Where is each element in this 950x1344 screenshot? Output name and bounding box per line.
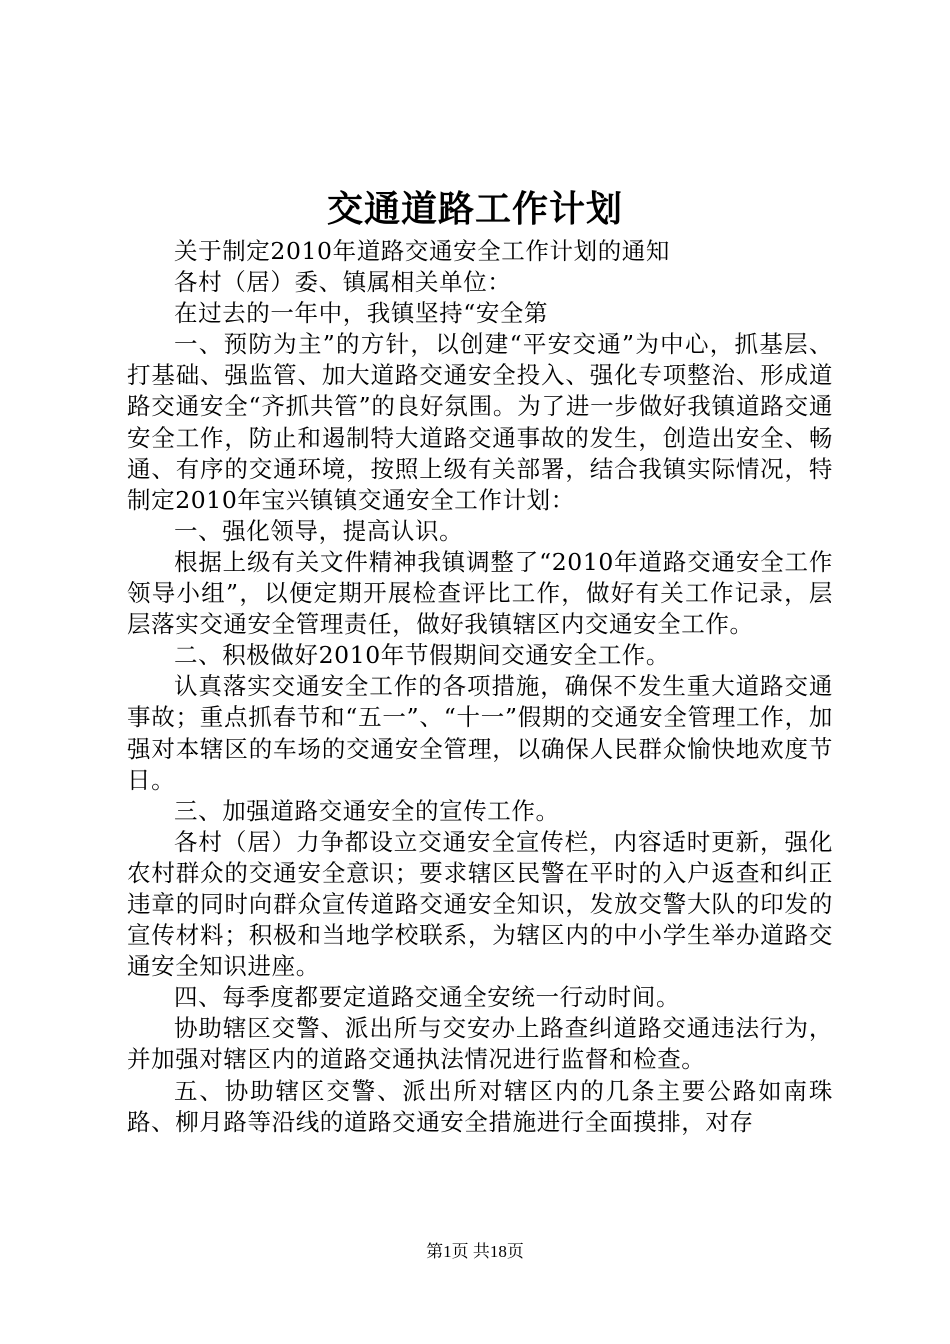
- paragraph: 根据上级有关文件精神我镇调整了“2010年道路交通安全工作领导小组”，以便定期开展检查评比工作，做好有关工作记录，层层落实交通安全管理责任，做好我镇辖区内交通安全工作。: [127, 547, 833, 639]
- page-number-footer: 第1页 共18页: [426, 1242, 524, 1261]
- paragraph: 四、每季度都要定道路交通全安统一行动时间。: [174, 983, 681, 1012]
- paragraph: 三、加强道路交通安全的宣传工作。: [174, 796, 560, 825]
- paragraph: 五、协助辖区交警、派出所对辖区内的几条主要公路如南珠路、柳月路等沿线的道路交通安全措施进行全面摸排，对存: [127, 1076, 833, 1136]
- document-body: [127, 236, 833, 1138]
- paragraph: 二、积极做好2010年节假期间交通安全工作。: [174, 641, 671, 670]
- paragraph: 各村（居）力争都设立交通安全宣传栏，内容适时更新，强化农村群众的交通安全意识；要求辖区民警在平时的入户返查和纠正违章的同时向群众宣传道路交通安全知识，发放交警大队的印发的宣传材料；积极和当地学校联系，为辖区内的中小学生举办道路交通安全知识进座。: [127, 827, 833, 981]
- paragraph: 在过去的一年中，我镇坚持“安全第: [174, 299, 549, 328]
- paragraph: 关于制定2010年道路交通安全工作计划的通知: [174, 237, 671, 265]
- document-title: 交通道路工作计划: [326, 188, 623, 230]
- paragraph: 认真落实交通安全工作的各项措施，确保不发生重大道路交通事故；重点抓春节和“五一”、“十一”假期的交通安全管理工作，加强对本辖区的车场的交通安全管理，以确保人民群众愉快地欢度节日。: [127, 672, 833, 794]
- paragraph: 一、预防为主”的方针，以创建“平安交通”为中心，抓基层、打基础、强监管、加大道路交通安全投入、强化专项整治、形成道路交通安全“齐抓共管”的良好氛围。为了进一步做好我镇道路交通安全工作，防止和遏制特大道路交通事故的发生，创造出安全、畅通、有序的交通环境，按照上级有关部署，结合我镇实际情况，特制定2010年宝兴镇镇交通安全工作计划：: [127, 330, 833, 514]
- paragraph: 各村（居）委、镇属相关单位：: [174, 268, 512, 297]
- paragraph: 一、强化领导，提高认识。: [174, 516, 464, 545]
- paragraph: 协助辖区交警、派出所与交安办上路查纠道路交通违法行为，并加强对辖区内的道路交通执法情况进行监督和检查。: [127, 1014, 833, 1074]
